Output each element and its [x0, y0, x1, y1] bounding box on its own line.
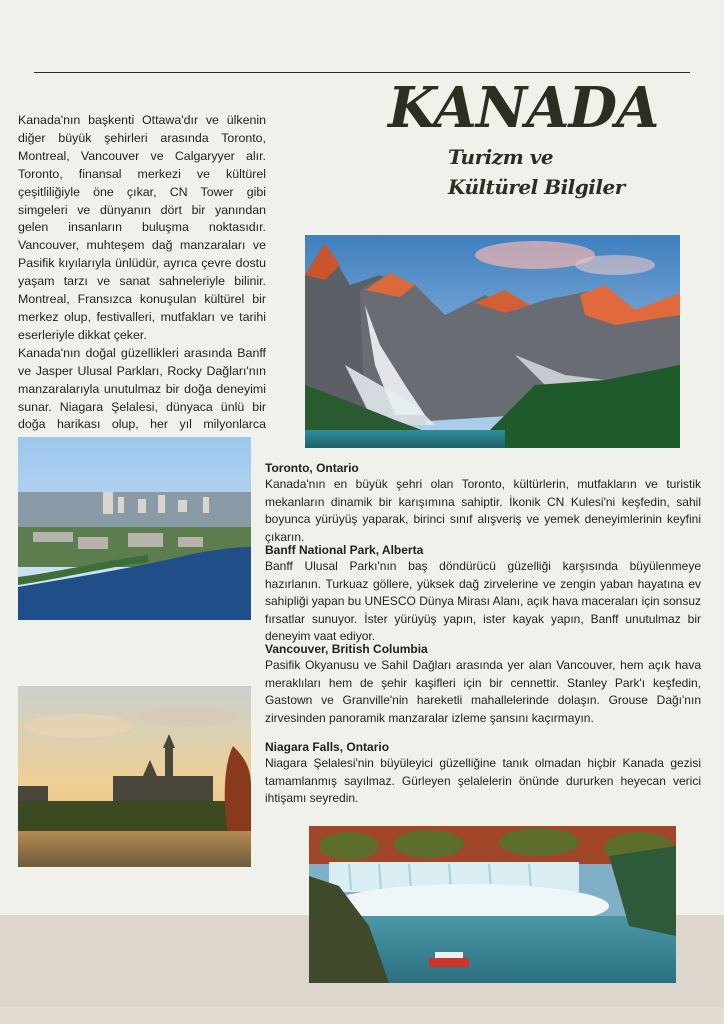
parliament-hill-photo: [18, 686, 251, 867]
bottom-strip: [0, 1007, 724, 1024]
intro-paragraph: Kanada'nın başkenti Ottawa'dır ve ülkenin diğer büyük şehirleri arasında Toronto, Montreal, Vancouver ve Calgaryyer alır. Toronto, finansal merkezi ve kültürel çeşitliliğiyle öne çıkar, CN Tower gibi simgeleri ve dünyanın dört bir yanından gelen insanların buluşma noktasıdır. Vancouver, muhteşem dağ manzaraları ve Pasifik kıyılarıyla ünlüdür, ayrıca çevre dostu yaşam tarzı ve sanat sahneleriyle bilinir. Montreal, Fransızca konuşulan kültürel bir merkez olup, festivalleri, mutfakları ve tarihi eserleriyle dikkat çeker.: [18, 113, 266, 342]
intro-paragraph: Kanada'nın doğal güzellikleri arasında Banff ve Jasper Ulusal Parkları, Rocky Dağları'nın manzaralarıyla unutulmaz bir doğa deneyimi sunar. Niagara Şelalesi, dünyaca ünlü bir doğa harikası olup, her yıl milyonlarca: [18, 345, 266, 432]
intro-text: [18, 112, 266, 452]
section-heading: Vancouver, British Columbia: [265, 642, 428, 656]
page-title: KANADA: [388, 75, 659, 141]
vancouver-section: [265, 641, 701, 727]
page-subtitle: Turizm ve Kültürel Bilgiler: [448, 145, 625, 199]
niagara-section: [265, 739, 701, 808]
section-body: Niagara Şelalesi'nin büyüleyici güzelliğine tanık olmadan hiçbir Kanada gezisi tamamlanmış sayılmaz. Gürleyen şelalelerin önünde dururken heyecan verici ihtişamı seyredin.: [265, 756, 701, 805]
top-divider: [34, 72, 690, 73]
section-body: Pasifik Okyanusu ve Sahil Dağları arasında yer alan Vancouver, hem açık hava meraklıları hem de şehir kaşifleri için bir cennettir. Stanley Park'ı keşfedin, Gastown ve Granville'nin hareketli mahallelerinde dolaşın. Grouse Dağı'nın zirvesinden panoramik manzaralar izleme şansını kaçırmayın.: [265, 658, 701, 725]
toronto-section: [265, 460, 701, 546]
niagara-falls-photo: [309, 826, 676, 983]
section-heading: Toronto, Ontario: [265, 461, 359, 475]
section-heading: Niagara Falls, Ontario: [265, 740, 390, 754]
section-heading: Banff National Park, Alberta: [265, 543, 424, 557]
section-body: Kanada'nın en büyük şehri olan Toronto, kültürlerin, mutfakların ve turistik mekanların dinamik bir karışımına sahiptir. İkonik CN Kulesi'ni keşfedin, sahil boyunca yürüyüş yaparak, birinci sınıf alışveriş ve yemek deneyimlerinin keyfini çıkarın.: [265, 477, 701, 544]
city-waterfront-photo: [18, 437, 251, 620]
section-body: Banff Ulusal Parkı'nın baş döndürücü güzelliği karşısında büyülenmeye hazırlanın. Turkuaz göllere, yüksek dağ zirvelerine ve zengin yaban hayatına ev sahipliği yapan bu UNESCO Dünya Mirası Alanı, açık hava maceraları için sonsuz fırsatlar sunuyor. İster yürüyüş yapın, ister kayak yapın, Banff unutulmaz bir deneyim vaat ediyor.: [265, 559, 701, 643]
banff-section: [265, 542, 701, 646]
banff-mountain-photo: [305, 235, 680, 448]
